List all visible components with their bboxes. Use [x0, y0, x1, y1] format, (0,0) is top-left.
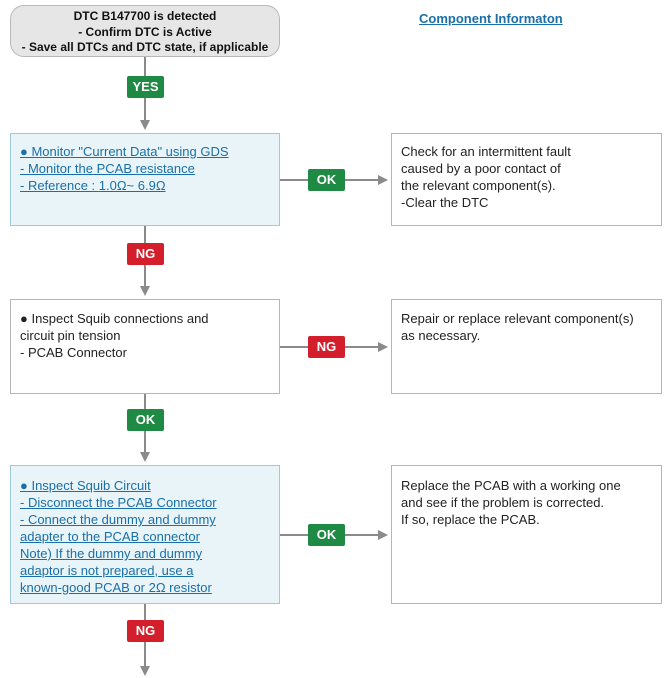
inspect-squib-circuit-link[interactable]: ● Inspect Squib Circuit — [20, 478, 151, 493]
step2-ok-badge: OK — [127, 409, 164, 431]
result3-line-3: If so, replace the PCAB. — [401, 512, 540, 527]
reference-label-link[interactable]: - Reference : — [20, 178, 99, 193]
adapter-pcab-connector-link[interactable]: adapter to the PCAB connector — [20, 529, 200, 544]
result1-line-4: -Clear the DTC — [401, 195, 489, 210]
step1-ng-badge: NG — [127, 243, 164, 265]
step2-line-3: - PCAB Connector — [20, 345, 127, 360]
result1-box — [391, 133, 662, 226]
monitor-pcab-resistance-link[interactable]: - Monitor the PCAB resistance — [20, 161, 195, 176]
step3-ng-badge: NG — [127, 620, 164, 642]
step3-ok-badge: OK — [308, 524, 345, 546]
monitor-current-data-link[interactable]: ● Monitor "Current Data" using GDS — [20, 144, 229, 159]
step1-ok-badge: OK — [308, 169, 345, 191]
result2-box — [391, 299, 662, 394]
step2-line-1: ● Inspect Squib connections and — [20, 311, 209, 326]
result2-line-2: as necessary. — [401, 328, 481, 343]
start-line-1: DTC B147700 is detected — [73, 9, 217, 23]
connect-dummy-link[interactable]: - Connect the dummy and dummy — [20, 512, 216, 527]
result3-box — [391, 465, 662, 604]
yes-badge: YES — [127, 76, 164, 98]
reference-line — [20, 177, 279, 194]
reference-value-link[interactable]: 1.0Ω~ 6.9Ω — [98, 178, 166, 193]
result1-line-3: the relevant component(s). — [401, 178, 556, 193]
note-dummy-link[interactable]: Note) If the dummy and dummy — [20, 546, 203, 561]
result1-line-1: Check for an intermittent fault — [401, 144, 571, 159]
step2-box — [10, 299, 280, 394]
disconnect-pcab-connector-link[interactable]: - Disconnect the PCAB Connector — [20, 495, 217, 510]
step2-line-2: circuit pin tension — [20, 328, 121, 343]
start-node — [10, 5, 280, 57]
result3-line-1: Replace the PCAB with a working one — [401, 478, 621, 493]
component-information-link[interactable]: Component Informaton — [419, 11, 563, 26]
adaptor-not-prepared-link[interactable]: adaptor is not prepared, use a — [20, 563, 194, 578]
result1-line-2: caused by a poor contact of — [401, 161, 561, 176]
start-line-2: - Confirm DTC is Active — [78, 24, 212, 39]
step1-box — [10, 133, 280, 226]
known-good-pcab-link[interactable]: known-good PCAB or 2Ω resistor — [20, 580, 212, 595]
start-line-3: - Save all DTCs and DTC state, if applicable — [21, 40, 269, 54]
step3-box — [10, 465, 280, 604]
result2-line-1: Repair or replace relevant component(s) — [401, 311, 634, 326]
step2-ng-badge: NG — [308, 336, 345, 358]
result3-line-2: and see if the problem is corrected. — [401, 495, 605, 510]
